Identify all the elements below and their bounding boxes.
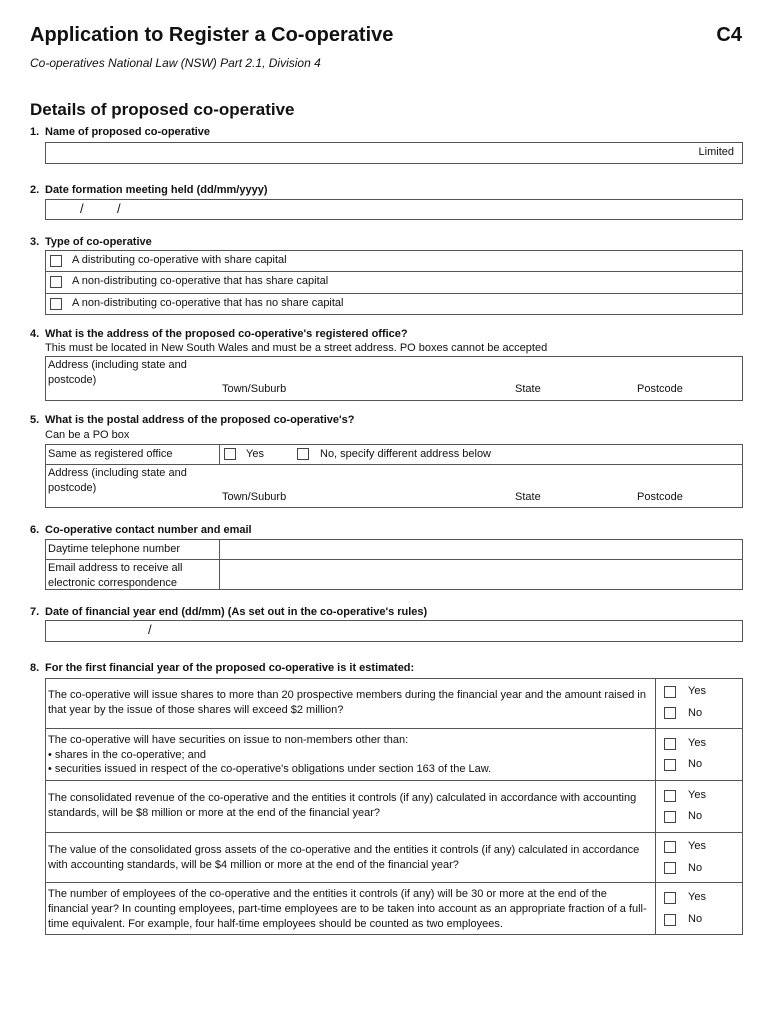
town-label: Town/Suburb: [222, 383, 287, 395]
estimate-no-checkbox[interactable]: [664, 862, 676, 874]
no-label: No: [688, 862, 703, 874]
estimate-question: The value of the consolidated gross assets of the co-operative and the entities it controls (if any) calculated in accordance with accounting standards, will be $4 million or more at the end of the financial year?: [48, 844, 640, 871]
q1-label: 1. Name of proposed co-operative: [30, 126, 211, 138]
q5-label: 5. What is the postal address of the proposed co-operative's?: [30, 414, 355, 426]
yes-label: Yes: [688, 891, 706, 903]
limited-suffix: Limited: [698, 146, 734, 158]
yes-label: Yes: [688, 840, 706, 852]
estimate-bullet: • securities issued in respect of the co-operative's obligations under section 163 of the Law.: [48, 763, 492, 775]
same-as-label: Same as registered office: [48, 448, 173, 460]
no-label: No: [688, 707, 703, 719]
type-option-label: A non-distributing co-operative that has share capital: [72, 275, 329, 287]
no-label: No: [688, 810, 703, 822]
estimate-no-checkbox[interactable]: [664, 914, 676, 926]
estimate-yes-checkbox[interactable]: [664, 686, 676, 698]
type-option-label: A non-distributing co-operative that has no share capital: [72, 297, 344, 309]
q4-label: 4. What is the address of the proposed co-operative's registered office?: [30, 328, 408, 340]
postcode-label: Postcode: [637, 383, 683, 395]
estimate-no-checkbox[interactable]: [664, 811, 676, 823]
date-separator: /: [148, 622, 152, 637]
state-label: State: [515, 491, 541, 503]
q4-note: This must be located in New South Wales and must be a street address. PO boxes cannot be accepted: [45, 342, 548, 354]
no-label: No: [688, 758, 703, 770]
estimate-yes-checkbox[interactable]: [664, 790, 676, 802]
q6-label: 6. Co-operative contact number and email: [30, 524, 252, 536]
email-label: Email address to receive all electronic correspondence: [48, 562, 183, 589]
estimate-question: The co-operative will issue shares to more than 20 prospective members during the financial year and the amount raised in that year by the issue of those shares will exceed $2 million?: [48, 689, 646, 716]
estimate-bullet: • shares in the co-operative; and: [48, 749, 206, 761]
estimate-question: The number of employees of the co-operative and the entities it controls (if any) will be 30 or more at the end of the financial year? In counting employees, part-time employees are to be taken into account as an appropriate fraction of a full-time equivalent. For example, four half-time employees should be counted as two employees.: [48, 888, 647, 930]
q5-note: Can be a PO box: [45, 429, 130, 441]
type-option-checkbox[interactable]: [50, 255, 62, 267]
form-subtitle: Co-operatives National Law (NSW) Part 2.1, Division 4: [30, 56, 321, 70]
estimate-no-checkbox[interactable]: [664, 759, 676, 771]
type-option-checkbox[interactable]: [50, 276, 62, 288]
estimate-question: The co-operative will have securities on issue to non-members other than:: [48, 734, 409, 746]
same-yes-checkbox[interactable]: [224, 448, 236, 460]
section-title: Details of proposed co-operative: [30, 100, 295, 119]
state-label: State: [515, 383, 541, 395]
q2-label: 2. Date formation meeting held (dd/mm/yyyy): [30, 184, 268, 196]
phone-field[interactable]: [220, 540, 742, 559]
estimate-yes-checkbox[interactable]: [664, 892, 676, 904]
address-label: Address (including state and postcode): [48, 359, 187, 386]
postcode-label: Postcode: [637, 491, 683, 503]
type-option-checkbox[interactable]: [50, 298, 62, 310]
q7-label: 7. Date of financial year end (dd/mm) (As set out in the co-operative's rules): [30, 606, 428, 618]
same-no-label: No, specify different address below: [320, 448, 491, 460]
estimate-yes-checkbox[interactable]: [664, 738, 676, 750]
town-label: Town/Suburb: [222, 491, 287, 503]
estimate-question: The consolidated revenue of the co-operative and the entities it controls (if any) calculated in accordance with accounting standards, will be $8 million or more at the end of the financial year?: [48, 792, 637, 819]
same-yes-label: Yes: [246, 448, 264, 460]
form-code: C4: [716, 24, 742, 46]
yes-label: Yes: [688, 685, 706, 697]
form-title: Application to Register a Co-operative: [30, 24, 394, 46]
formation-date-field[interactable]: [45, 199, 743, 220]
yes-label: Yes: [688, 737, 706, 749]
q8-label: 8. For the first financial year of the proposed co-operative is it estimated:: [30, 662, 415, 674]
type-option-label: A distributing co-operative with share capital: [72, 254, 287, 266]
same-no-checkbox[interactable]: [297, 448, 309, 460]
estimate-yes-checkbox[interactable]: [664, 841, 676, 853]
no-label: No: [688, 913, 703, 925]
email-field[interactable]: [220, 560, 742, 589]
yes-label: Yes: [688, 789, 706, 801]
postal-address-label: Address (including state and postcode): [48, 467, 187, 494]
date-separator: /: [117, 201, 121, 216]
date-separator: /: [80, 201, 84, 216]
coop-name-field[interactable]: [45, 142, 743, 164]
q3-label: 3. Type of co-operative: [30, 236, 152, 248]
phone-label: Daytime telephone number: [48, 543, 181, 555]
estimate-no-checkbox[interactable]: [664, 707, 676, 719]
